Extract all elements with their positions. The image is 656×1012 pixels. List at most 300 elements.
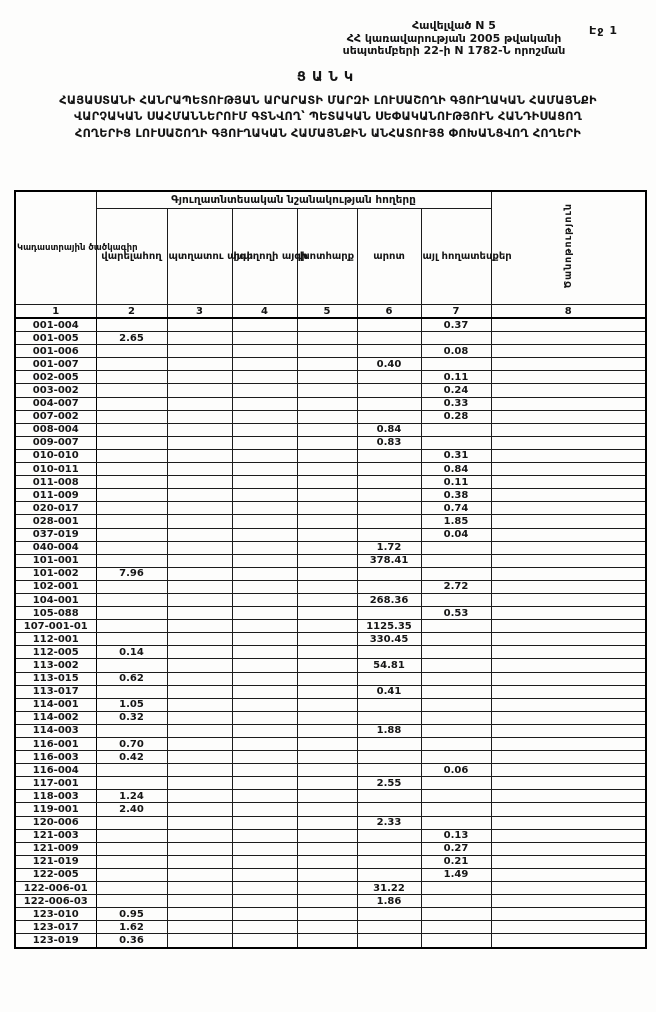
column-header-pasture: արոտ — [357, 209, 421, 305]
area-value-cell — [232, 554, 297, 567]
area-value-cell — [357, 463, 421, 476]
table-row — [15, 554, 646, 567]
area-value-cell — [297, 711, 357, 724]
area-value-cell — [297, 476, 357, 489]
area-value-cell — [491, 738, 646, 751]
area-value-cell — [297, 908, 357, 921]
table-row — [15, 371, 646, 384]
land-parcels-table — [14, 190, 647, 949]
area-value-cell — [357, 410, 421, 423]
area-value-cell — [297, 318, 357, 332]
area-value-cell — [297, 345, 357, 358]
area-value-cell: 0.84 — [357, 423, 421, 436]
area-value-cell — [167, 541, 232, 554]
area-value-cell — [167, 502, 232, 515]
area-value-cell — [421, 672, 491, 685]
area-value-cell — [167, 842, 232, 855]
area-value-cell — [491, 580, 646, 593]
area-value-cell — [491, 541, 646, 554]
area-value-cell — [297, 358, 357, 371]
area-value-cell: 0.38 — [421, 489, 491, 502]
area-value-cell — [232, 659, 297, 672]
table-row — [15, 502, 646, 515]
document-title: ՑԱՆԿ — [296, 69, 360, 85]
table-row — [15, 476, 646, 489]
area-value-cell — [357, 711, 421, 724]
subtitle-line: ՀԱՅԱՍՏԱՆԻ ՀԱՆՐԱՊԵՏՈՒԹՅԱՆ ԱՐԱՐԱՏԻ ՄԱՐԶԻ ԼՈՒՍԱՇՈՂԻ ԳՅՈՒՂԱԿԱՆ ՀԱՄԱՅՆՔԻ — [59, 93, 597, 107]
column-header-other-lands: այլ հողատեսքեր — [421, 209, 491, 305]
area-value-cell — [297, 685, 357, 698]
area-value-cell — [297, 554, 357, 567]
subtitle-line: ՀՈՂԵՐԻՑ ԼՈՒՍԱՇՈՂԻ ԳՅՈՒՂԱԿԱՆ ՀԱՄԱՅՆՔԻՆ ԱՆՀԱՏՈՒՅՑ ՓՈԽԱՆՑՎՈՂ ՀՈՂԵՐԻ — [75, 126, 581, 140]
area-value-cell — [297, 528, 357, 541]
table-row — [15, 528, 646, 541]
column-number: 7 — [421, 305, 491, 319]
area-value-cell — [167, 358, 232, 371]
area-value-cell: 7.96 — [96, 567, 167, 580]
table-row — [15, 358, 646, 371]
area-value-cell — [167, 423, 232, 436]
area-value-cell — [491, 777, 646, 790]
area-value-cell — [297, 593, 357, 606]
area-value-cell — [357, 397, 421, 410]
area-value-cell — [167, 816, 232, 829]
area-value-cell: 1.05 — [96, 698, 167, 711]
column-header-cadastral-code: Կադաստրային ծածկագիր — [15, 191, 96, 305]
area-value-cell: 0.27 — [421, 842, 491, 855]
area-value-cell: 0.40 — [357, 358, 421, 371]
area-value-cell: 1.62 — [96, 921, 167, 934]
area-value-cell: 0.95 — [96, 908, 167, 921]
cadastral-code-cell: 008-004 — [15, 423, 96, 436]
area-value-cell: 0.04 — [421, 528, 491, 541]
table-row — [15, 868, 646, 881]
cadastral-code-cell: 123-010 — [15, 908, 96, 921]
area-value-cell — [167, 764, 232, 777]
column-number: 2 — [96, 305, 167, 319]
area-value-cell — [167, 593, 232, 606]
area-value-cell — [297, 397, 357, 410]
area-value-cell — [96, 502, 167, 515]
table-row — [15, 384, 646, 397]
area-value-cell — [232, 868, 297, 881]
cadastral-code-cell: 121-003 — [15, 829, 96, 842]
area-value-cell: 0.53 — [421, 607, 491, 620]
area-value-cell: 1.24 — [96, 790, 167, 803]
area-value-cell — [297, 580, 357, 593]
area-value-cell — [491, 593, 646, 606]
area-value-cell: 0.37 — [421, 318, 491, 332]
area-value-cell — [491, 685, 646, 698]
area-value-cell — [491, 934, 646, 948]
area-value-cell — [357, 921, 421, 934]
area-value-cell — [167, 607, 232, 620]
column-header-hayfield: խոտհարք — [297, 209, 357, 305]
area-value-cell — [297, 620, 357, 633]
area-value-cell — [297, 724, 357, 737]
area-value-cell — [357, 332, 421, 345]
area-value-cell — [232, 882, 297, 895]
area-value-cell — [297, 332, 357, 345]
area-value-cell — [297, 567, 357, 580]
area-value-cell — [357, 908, 421, 921]
area-value-cell — [96, 436, 167, 449]
appendix-line: ՀՀ կառավարության 2005 թվականի — [346, 31, 562, 45]
area-value-cell — [421, 882, 491, 895]
area-value-cell — [232, 358, 297, 371]
table-row — [15, 724, 646, 737]
cadastral-code-cell: 123-017 — [15, 921, 96, 934]
area-value-cell — [491, 423, 646, 436]
area-value-cell — [232, 633, 297, 646]
area-value-cell — [491, 646, 646, 659]
cadastral-code-cell: 119-001 — [15, 803, 96, 816]
area-value-cell — [167, 685, 232, 698]
area-value-cell — [232, 410, 297, 423]
document-subtitle — [0, 93, 656, 143]
cadastral-code-cell: 122-006-01 — [15, 882, 96, 895]
area-value-cell — [357, 868, 421, 881]
area-value-cell — [491, 502, 646, 515]
area-value-cell — [167, 449, 232, 462]
area-value-cell: 0.28 — [421, 410, 491, 423]
area-value-cell — [167, 384, 232, 397]
area-value-cell: 0.21 — [421, 855, 491, 868]
area-value-cell — [491, 921, 646, 934]
area-value-cell — [297, 790, 357, 803]
area-value-cell — [491, 345, 646, 358]
area-value-cell — [421, 567, 491, 580]
area-value-cell — [167, 829, 232, 842]
area-value-cell: 0.70 — [96, 738, 167, 751]
table-row — [15, 711, 646, 724]
area-value-cell — [232, 332, 297, 345]
area-value-cell — [96, 633, 167, 646]
area-value-cell — [357, 738, 421, 751]
area-value-cell — [232, 318, 297, 332]
cadastral-code-cell: 101-001 — [15, 554, 96, 567]
table-row — [15, 829, 646, 842]
area-value-cell — [232, 921, 297, 934]
cadastral-code-cell: 028-001 — [15, 515, 96, 528]
area-value-cell — [491, 489, 646, 502]
area-value-cell — [297, 842, 357, 855]
area-value-cell — [297, 934, 357, 948]
cadastral-code-cell: 112-005 — [15, 646, 96, 659]
area-value-cell — [167, 672, 232, 685]
table-row — [15, 567, 646, 580]
area-value-cell — [232, 449, 297, 462]
area-value-cell — [491, 476, 646, 489]
area-value-cell — [357, 803, 421, 816]
area-value-cell — [96, 868, 167, 881]
cadastral-code-cell: 117-001 — [15, 777, 96, 790]
area-value-cell: 2.33 — [357, 816, 421, 829]
area-value-cell: 0.08 — [421, 345, 491, 358]
appendix-line: Հավելված N 5 — [412, 19, 496, 32]
area-value-cell — [96, 593, 167, 606]
area-value-cell — [167, 855, 232, 868]
table-row — [15, 489, 646, 502]
cadastral-code-cell: 102-001 — [15, 580, 96, 593]
area-value-cell — [491, 672, 646, 685]
appendix-block — [274, 20, 634, 58]
area-value-cell — [96, 816, 167, 829]
area-value-cell: 0.74 — [421, 502, 491, 515]
area-value-cell — [357, 567, 421, 580]
area-value-cell — [167, 397, 232, 410]
area-value-cell — [357, 476, 421, 489]
area-value-cell — [96, 397, 167, 410]
area-value-cell — [167, 803, 232, 816]
cadastral-code-cell: 001-005 — [15, 332, 96, 345]
area-value-cell: 1.85 — [421, 515, 491, 528]
area-value-cell — [167, 659, 232, 672]
area-value-cell — [96, 764, 167, 777]
area-value-cell — [491, 607, 646, 620]
area-value-cell — [491, 384, 646, 397]
area-value-cell — [232, 646, 297, 659]
area-value-cell — [491, 620, 646, 633]
area-value-cell: 0.36 — [96, 934, 167, 948]
cadastral-code-cell: 002-005 — [15, 371, 96, 384]
area-value-cell — [297, 803, 357, 816]
area-value-cell — [232, 528, 297, 541]
area-value-cell — [96, 345, 167, 358]
cadastral-code-cell: 122-006-03 — [15, 895, 96, 908]
area-value-cell — [421, 777, 491, 790]
area-value-cell — [297, 882, 357, 895]
area-value-cell — [297, 515, 357, 528]
table-row — [15, 685, 646, 698]
group-header-row — [15, 191, 646, 209]
table-header — [15, 191, 646, 318]
area-value-cell — [297, 449, 357, 462]
cadastral-code-cell: 001-006 — [15, 345, 96, 358]
subtitle-line: ՎԱՐՉԱԿԱՆ ՍԱՀՄԱՆՆԵՐՈՒՄ ԳՏՆՎՈՂ՝ ՊԵՏԱԿԱՆ ՍԵՓԱԿԱՆՈՒԹՅՈՒՆ ՀԱՆԴԻՍԱՑՈՂ — [73, 110, 583, 123]
area-value-cell — [357, 698, 421, 711]
area-value-cell — [232, 567, 297, 580]
cadastral-code-cell: 001-004 — [15, 318, 96, 332]
area-value-cell — [232, 829, 297, 842]
area-value-cell — [167, 646, 232, 659]
remarks-vertical-label: Ծանոթություն — [562, 203, 574, 289]
area-value-cell — [297, 855, 357, 868]
area-value-cell — [357, 318, 421, 332]
area-value-cell — [491, 449, 646, 462]
area-value-cell — [232, 724, 297, 737]
cadastral-code-cell: 113-002 — [15, 659, 96, 672]
area-value-cell — [357, 790, 421, 803]
area-value-cell — [491, 528, 646, 541]
area-value-cell — [232, 738, 297, 751]
area-value-cell: 0.14 — [96, 646, 167, 659]
area-value-cell — [167, 724, 232, 737]
cadastral-code-cell: 114-003 — [15, 724, 96, 737]
cadastral-code-cell: 104-001 — [15, 593, 96, 606]
area-value-cell — [491, 358, 646, 371]
table-row — [15, 882, 646, 895]
area-value-cell — [491, 816, 646, 829]
area-value-cell — [96, 659, 167, 672]
area-value-cell — [297, 541, 357, 554]
area-value-cell — [491, 515, 646, 528]
area-value-cell — [96, 528, 167, 541]
area-value-cell — [421, 921, 491, 934]
area-value-cell — [167, 633, 232, 646]
table-row — [15, 449, 646, 462]
cadastral-code-cell: 120-006 — [15, 816, 96, 829]
area-value-cell — [167, 882, 232, 895]
table-row — [15, 659, 646, 672]
area-value-cell — [357, 502, 421, 515]
table-row — [15, 855, 646, 868]
cadastral-code-cell: 116-003 — [15, 751, 96, 764]
area-value-cell — [297, 698, 357, 711]
area-value-cell — [167, 371, 232, 384]
area-value-cell — [297, 738, 357, 751]
area-value-cell — [491, 751, 646, 764]
area-value-cell — [167, 463, 232, 476]
area-value-cell — [421, 698, 491, 711]
table-row — [15, 620, 646, 633]
area-value-cell — [297, 659, 357, 672]
table-row — [15, 318, 646, 332]
area-value-cell — [421, 790, 491, 803]
area-value-cell — [297, 816, 357, 829]
area-value-cell — [167, 332, 232, 345]
area-value-cell — [491, 882, 646, 895]
area-value-cell — [96, 842, 167, 855]
area-value-cell — [297, 463, 357, 476]
column-header-orchard: պտղատու այգի — [167, 209, 232, 305]
area-value-cell — [421, 541, 491, 554]
area-value-cell — [297, 423, 357, 436]
area-value-cell — [491, 436, 646, 449]
area-value-cell — [297, 672, 357, 685]
area-value-cell — [167, 868, 232, 881]
area-value-cell: 330.45 — [357, 633, 421, 646]
area-value-cell — [297, 633, 357, 646]
area-value-cell: 0.41 — [357, 685, 421, 698]
area-value-cell — [357, 580, 421, 593]
area-value-cell — [421, 724, 491, 737]
area-value-cell — [232, 463, 297, 476]
cadastral-code-cell: 001-007 — [15, 358, 96, 371]
area-value-cell — [232, 698, 297, 711]
area-value-cell — [357, 855, 421, 868]
area-value-cell — [491, 764, 646, 777]
area-value-cell — [357, 345, 421, 358]
cadastral-code-cell: 010-010 — [15, 449, 96, 462]
area-value-cell — [421, 659, 491, 672]
area-value-cell — [421, 685, 491, 698]
table-row — [15, 607, 646, 620]
area-value-cell — [421, 332, 491, 345]
area-value-cell — [232, 607, 297, 620]
table-row — [15, 423, 646, 436]
area-value-cell — [297, 868, 357, 881]
area-value-cell — [491, 829, 646, 842]
table-row — [15, 934, 646, 948]
area-value-cell — [167, 934, 232, 948]
column-header-remarks — [491, 191, 646, 305]
area-value-cell — [297, 410, 357, 423]
cadastral-code-cell: 004-007 — [15, 397, 96, 410]
cadastral-code-cell: 123-019 — [15, 934, 96, 948]
area-value-cell — [167, 711, 232, 724]
area-value-cell — [232, 384, 297, 397]
area-value-cell — [232, 855, 297, 868]
area-value-cell — [297, 371, 357, 384]
area-value-cell: 0.32 — [96, 711, 167, 724]
area-value-cell — [96, 554, 167, 567]
table-row — [15, 672, 646, 685]
area-value-cell — [491, 842, 646, 855]
area-value-cell — [357, 384, 421, 397]
table-row — [15, 803, 646, 816]
area-value-cell — [491, 371, 646, 384]
area-value-cell: 2.72 — [421, 580, 491, 593]
area-value-cell: 0.62 — [96, 672, 167, 685]
area-value-cell: 0.31 — [421, 449, 491, 462]
area-value-cell — [421, 593, 491, 606]
cadastral-code-cell: 122-005 — [15, 868, 96, 881]
cadastral-code-cell: 101-002 — [15, 567, 96, 580]
area-value-cell — [96, 463, 167, 476]
appendix-line: սեպտեմբերի 22-ի N 1782-Ն որոշման — [342, 44, 566, 57]
area-value-cell — [167, 515, 232, 528]
column-number: 8 — [491, 305, 646, 319]
area-value-cell — [167, 436, 232, 449]
area-value-cell — [96, 777, 167, 790]
cadastral-code-cell: 121-019 — [15, 855, 96, 868]
area-value-cell: 2.40 — [96, 803, 167, 816]
area-value-cell — [167, 738, 232, 751]
area-value-cell: 0.06 — [421, 764, 491, 777]
area-value-cell — [357, 607, 421, 620]
table-row — [15, 921, 646, 934]
area-value-cell — [232, 790, 297, 803]
area-value-cell — [297, 607, 357, 620]
cadastral-code-cell: 113-015 — [15, 672, 96, 685]
area-value-cell — [357, 842, 421, 855]
area-value-cell — [96, 515, 167, 528]
area-value-cell — [491, 790, 646, 803]
area-value-cell — [421, 436, 491, 449]
area-value-cell — [96, 829, 167, 842]
cadastral-code-cell: 116-004 — [15, 764, 96, 777]
table-row — [15, 436, 646, 449]
area-value-cell — [491, 803, 646, 816]
area-value-cell: 268.36 — [357, 593, 421, 606]
area-value-cell — [491, 410, 646, 423]
area-value-cell: 0.33 — [421, 397, 491, 410]
cadastral-code-cell: 112-001 — [15, 633, 96, 646]
area-value-cell — [232, 895, 297, 908]
area-value-cell — [232, 580, 297, 593]
area-value-cell: 54.81 — [357, 659, 421, 672]
area-value-cell: 1.88 — [357, 724, 421, 737]
cadastral-code-cell: 040-004 — [15, 541, 96, 554]
area-value-cell — [297, 751, 357, 764]
area-value-cell — [491, 567, 646, 580]
area-value-cell — [167, 528, 232, 541]
area-value-cell — [357, 829, 421, 842]
column-number: 5 — [297, 305, 357, 319]
area-value-cell — [96, 882, 167, 895]
area-value-cell — [167, 476, 232, 489]
